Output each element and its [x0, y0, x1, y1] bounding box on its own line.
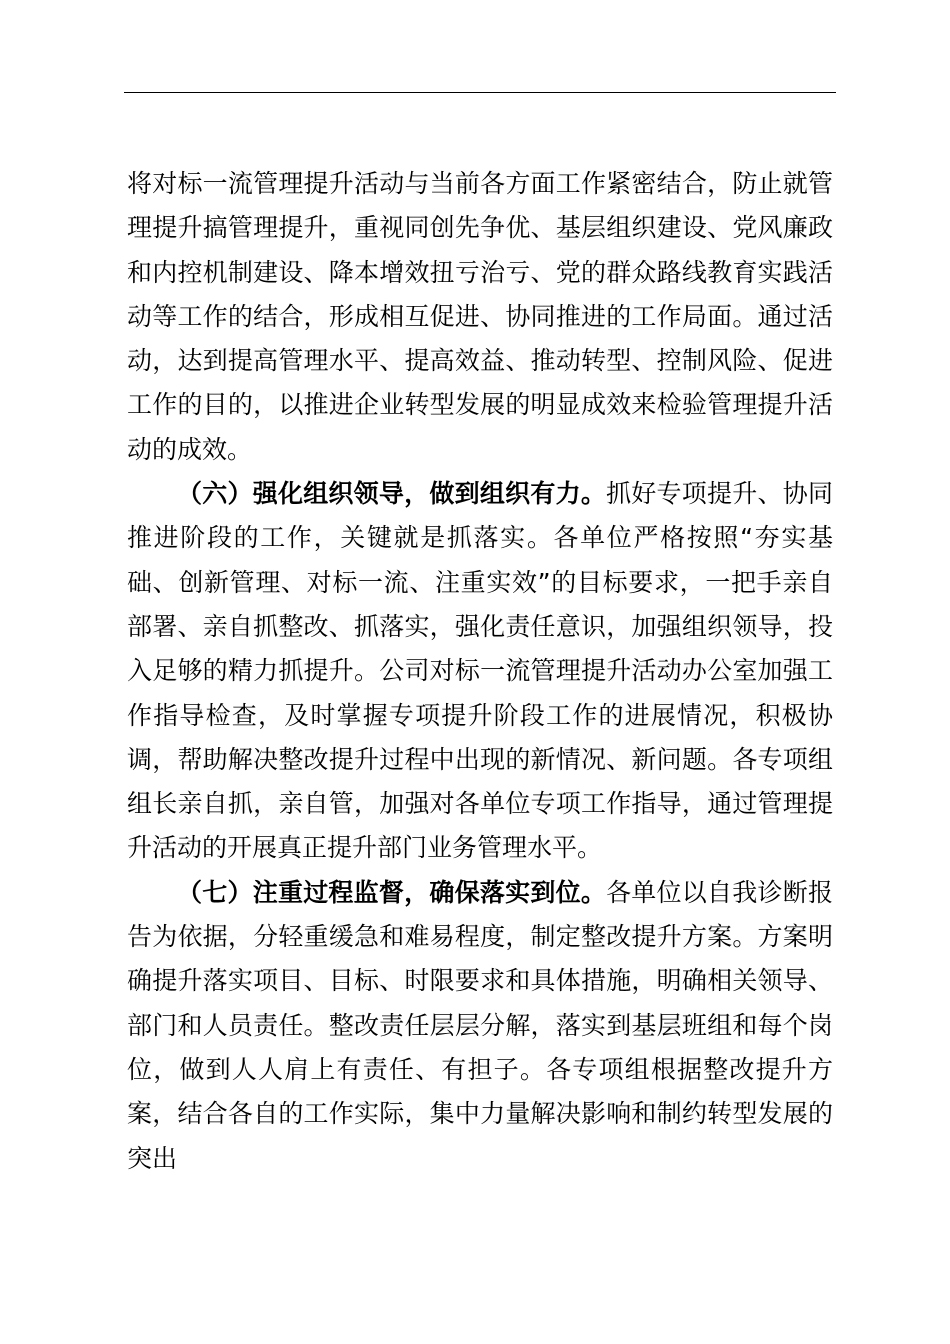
paragraph-section-7 — [127, 871, 833, 1181]
paragraph-text: 抓好专项提升、协同推进阶段的工作，关键就是抓落实。各单位严格按照“夯实基础、创新管理、对标一流、注重实效”的目标要求，一把手亲自部署、亲自抓整改、抓落实，强化责任意识，加强组织领导，投入足够的精力抓提升。公司对标一流管理提升活动办公室加强工作指导检查，及时掌握专项提升阶段工作的进展情况，积极协调，帮助解决整改提升过程中出现的新情况、新问题。各专项组组长亲自抓，亲自管，加强对各单位专项工作指导，通过管理提升活动的开展真正提升部门业务管理水平。 — [127, 479, 833, 863]
paragraph-text: 各单位以自我诊断报告为依据，分轻重缓急和难易程度，制定整改提升方案。方案明确提升落实项目、目标、时限要求和具体措施，明确相关领导、部门和人员责任。整改责任层层分解，落实到基层班组和每个岗位，做到人人肩上有责任、有担子。各专项组根据整改提升方案，结合各自的工作实际，集中力量解决影响和制约转型发展的突出 — [127, 877, 833, 1173]
header-rule — [124, 92, 836, 93]
section-6-heading: （六）强化组织领导，做到组织有力。 — [177, 479, 607, 509]
document-body — [127, 162, 833, 1181]
paragraph-text: 将对标一流管理提升活动与当前各方面工作紧密结合，防止就管理提升搞管理提升，重视同创先争优、基层组织建设、党风廉政和内控机制建设、降本增效扭亏治亏、党的群众路线教育实践活动等工作的结合，形成相互促进、协同推进的工作局面。通过活动，达到提高管理水平、提高效益、推动转型、控制风险、促进工作的目的，以推进企业转型发展的明显成效来检验管理提升活动的成效。 — [127, 169, 833, 464]
paragraph-continuation — [127, 162, 833, 472]
section-7-heading: （七）注重过程监督，确保落实到位。 — [177, 877, 607, 907]
paragraph-section-6 — [127, 472, 833, 871]
